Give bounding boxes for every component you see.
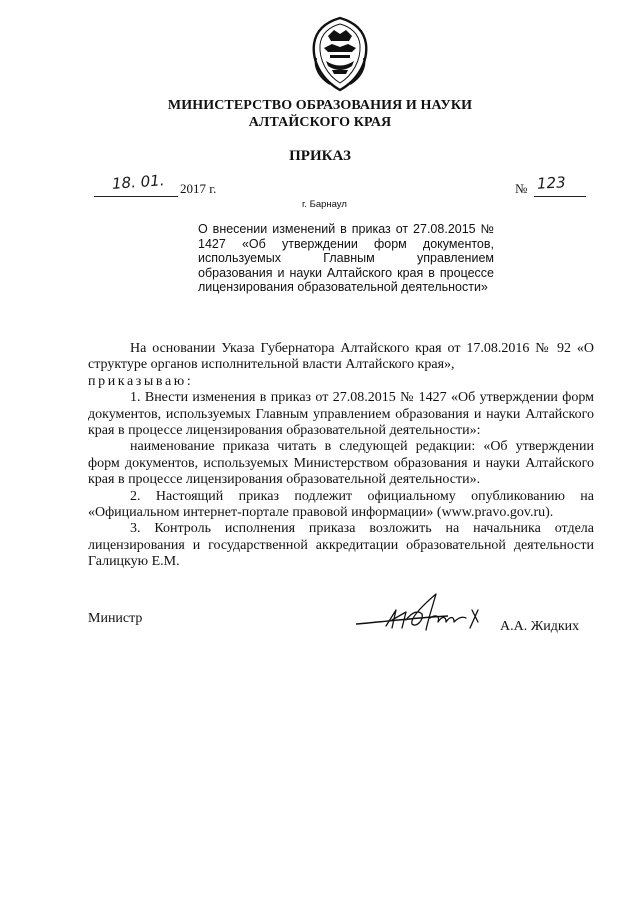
- handwritten-date: 18. 01.: [111, 171, 166, 193]
- coat-of-arms-icon: [306, 14, 374, 94]
- handwritten-number: 123: [536, 173, 567, 193]
- handwritten-signature-icon: [352, 588, 492, 640]
- order-word: приказываю:: [88, 373, 194, 389]
- document-title: ПРИКАЗ: [289, 148, 351, 164]
- ministry-name-line2: АЛТАЙСКОГО КРАЯ: [248, 115, 392, 130]
- signatory-position: Министр: [88, 611, 143, 626]
- item-3-paragraph: 3. Контроль исполнения приказа возложить на начальника отдела лицензирования и государственной аккредитации образовательной деятельности Галицкую Е.М.: [88, 521, 594, 570]
- order-body: [88, 341, 594, 571]
- date-year: 2017 г.: [180, 181, 217, 196]
- item-2-paragraph: 2. Настоящий приказ подлежит официальному опубликованию на «Официальном интернет-портале правовой информации» (www.pravo.gov.ru).: [88, 488, 594, 521]
- item-1-detail-paragraph: наименование приказа читать в следующей редакции: «Об утверждении форм документов, используемых Министерством образования и науки Алтайского края в процессе лицензирования образовательной деятельности».: [88, 439, 594, 488]
- city-label: г. Барнаул: [302, 199, 347, 210]
- number-sign: №: [515, 181, 528, 196]
- ministry-name-line1: МИНИСТЕРСТВО ОБРАЗОВАНИЯ И НАУКИ: [167, 98, 473, 113]
- signatory-name: А.А. Жидких: [500, 619, 580, 634]
- order-subject: О внесении изменений в приказ от 27.08.2015 № 1427 «Об утверждении форм документов, используемых Главным управлением образования и науки Алтайского края в процессе лицензирования образовательной деятельности»: [198, 222, 494, 294]
- item-1-paragraph: 1. Внести изменения в приказ от 27.08.2015 № 1427 «Об утверждении форм документов, используемых Главным управлением образования и науки Алтайского края в процессе лицензирования образовательной деятельности»:: [88, 390, 594, 439]
- preamble-paragraph: На основании Указа Губернатора Алтайского края от 17.08.2016 № 92 «О структуре органов исполнительной власти Алтайского края»,: [88, 341, 594, 373]
